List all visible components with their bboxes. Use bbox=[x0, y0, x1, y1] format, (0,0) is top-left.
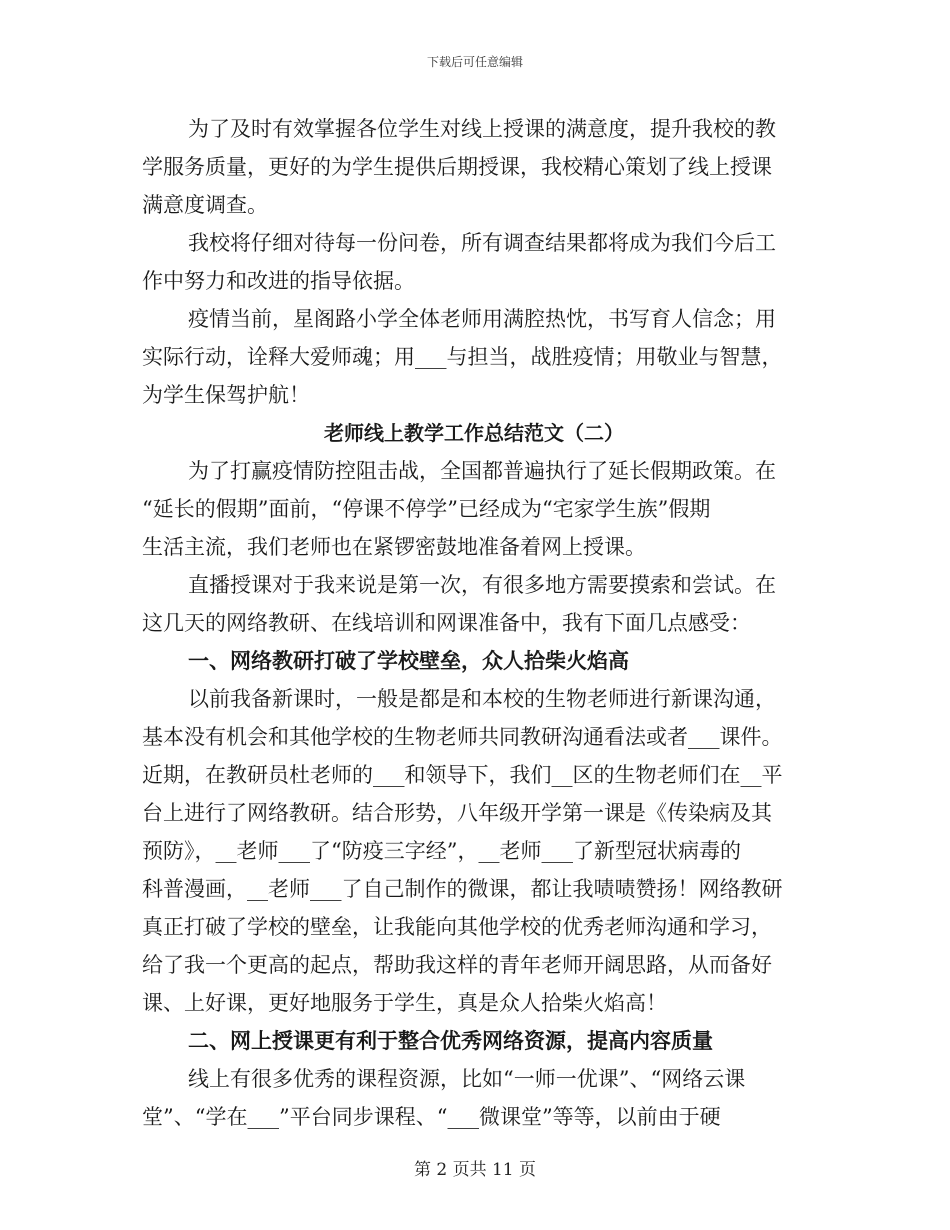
paragraph-line: 这几天的网络教研、在线培训和网课准备中，我有下面几点感受： bbox=[142, 611, 751, 635]
paragraph-line: 为学生保驾护航！ bbox=[142, 383, 310, 407]
paragraph-line: 科普漫画，__老师___了自己制作的微课，都让我啧啧赞扬！网络教研 bbox=[142, 877, 783, 901]
paragraph-line: 给了我一个更高的起点，帮助我这样的青年老师开阔思路，从而备好 bbox=[142, 953, 772, 977]
paragraph-line: “延长的假期”面前，“停课不停学”已经成为“宅家学生族”假期 bbox=[142, 497, 711, 521]
section-heading: 二、网上授课更有利于整合优秀网络资源，提高内容质量 bbox=[188, 1028, 713, 1053]
paragraph-line: 直播授课对于我来说是第一次，有很多地方需要摸索和尝试。在 bbox=[188, 573, 776, 597]
paragraph-line: 疫情当前，星阁路小学全体老师用满腔热忱，书写育人信念；用 bbox=[188, 307, 776, 331]
section-heading: 一、网络教研打破了学校壁垒，众人拾柴火焰高 bbox=[188, 648, 629, 673]
paragraph-line: 课、上好课，更好地服务于学生，真是众人拾柴火焰高！ bbox=[142, 991, 667, 1015]
paragraph-line: 作中努力和改进的指导依据。 bbox=[142, 269, 415, 293]
paragraph-line: 预防》，__老师___了“防疫三字经”，__老师___了新型冠状病毒的 bbox=[142, 839, 741, 863]
document-body bbox=[142, 110, 806, 1136]
article-title: 老师线上教学工作总结范文（二） bbox=[324, 421, 624, 445]
paragraph-line: 堂”、“学在___”平台同步课程、“___微课堂”等等，以前由于硬 bbox=[142, 1105, 721, 1129]
header-note: 下载后可任意编辑 bbox=[426, 55, 523, 69]
paragraph-line: 生活主流，我们老师也在紧锣密鼓地准备着网上授课。 bbox=[142, 535, 646, 559]
paragraph-line: 近期，在教研员杜老师的___和领导下，我们__区的生物老师们在__平 bbox=[142, 763, 783, 787]
paragraph-line: 学服务质量，更好的为学生提供后期授课，我校精心策划了线上授课 bbox=[142, 155, 772, 179]
paragraph-line: 台上进行了网络教研。结合形势，八年级开学第一课是《传染病及其 bbox=[142, 801, 772, 825]
paragraph-line: 为了及时有效掌握各位学生对线上授课的满意度，提升我校的教 bbox=[188, 117, 776, 141]
paragraph-line: 基本没有机会和其他学校的生物老师共同教研沟通看法或者___课件。 bbox=[142, 725, 783, 749]
paragraph-line: 实际行动，诠释大爱师魂；用___与担当，战胜疫情；用敬业与智慧， bbox=[142, 345, 783, 369]
page-footer: 第 2 页共 11 页 bbox=[413, 1160, 537, 1180]
paragraph-line: 线上有很多优秀的课程资源，比如“一师一优课”、“网络云课 bbox=[188, 1067, 746, 1091]
paragraph-line: 真正打破了学校的壁垒，让我能向其他学校的优秀老师沟通和学习， bbox=[142, 915, 772, 939]
paragraph-line: 以前我备新课时，一般是都是和本校的生物老师进行新课沟通， bbox=[188, 687, 776, 711]
paragraph-line: 为了打赢疫情防控阻击战，全国都普遍执行了延长假期政策。在 bbox=[188, 459, 776, 483]
paragraph-line: 满意度调查。 bbox=[142, 193, 268, 217]
paragraph-line: 我校将仔细对待每一份问卷，所有调查结果都将成为我们今后工 bbox=[188, 231, 776, 255]
